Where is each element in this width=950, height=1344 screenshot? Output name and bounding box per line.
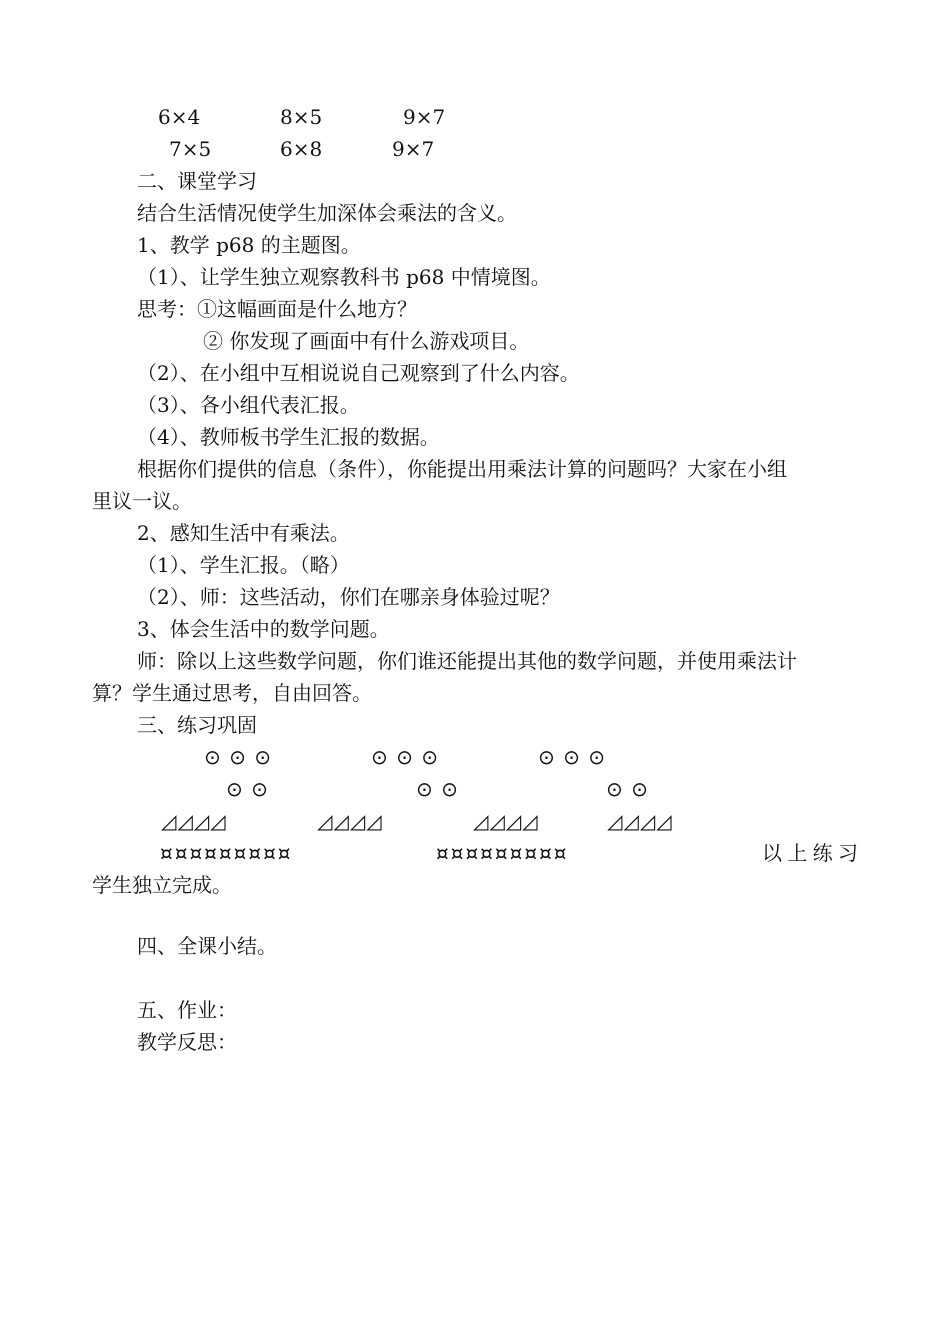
triangle-group: ◿◿◿◿ <box>161 809 227 833</box>
list-item: （1）、学生汇报。（略） <box>137 553 350 577</box>
section-heading: 三、练习巩固 <box>137 713 257 737</box>
circle-group: ⊙ ⊙ <box>416 777 459 801</box>
triangle-group: ◿◿◿◿ <box>317 809 383 833</box>
exercise-note-char: 练 <box>812 841 833 865</box>
section-heading: 四、全课小结。 <box>137 934 277 958</box>
section-heading: 五、作业： <box>137 998 237 1022</box>
section-heading: 教学反思： <box>137 1030 237 1054</box>
list-item: 3、体会生活中的数学问题。 <box>137 617 390 641</box>
section-heading: 二、课堂学习 <box>137 169 257 193</box>
paragraph: 里议一议。 <box>92 489 192 513</box>
practice-item: 6×4 <box>158 105 201 129</box>
paragraph: ② 你发现了画面中有什么游戏项目。 <box>203 329 530 353</box>
paragraph: 算？学生通过思考，自由回答。 <box>92 681 372 705</box>
list-item: （3）、各小组代表汇报。 <box>137 393 360 417</box>
list-item: （4）、教师板书学生汇报的数据。 <box>137 425 440 449</box>
box-symbol-group: ¤¤¤¤¤¤¤¤¤ <box>160 841 293 865</box>
exercise-note-char: 上 <box>787 841 808 865</box>
exercise-note-tail: 学生独立完成。 <box>92 873 232 897</box>
exercise-note <box>762 837 858 869</box>
paragraph: 结合生活情况使学生加深体会乘法的含义。 <box>137 201 517 225</box>
paragraph: 师：除以上这些数学问题，你们谁还能提出其他的数学问题，并使用乘法计 <box>137 649 797 673</box>
list-item: （2）、在小组中互相说说自己观察到了什么内容。 <box>137 361 580 385</box>
circle-group: ⊙ ⊙ ⊙ <box>371 745 439 769</box>
list-item: 1、教学 p68 的主题图。 <box>137 233 361 257</box>
list-item: （1）、让学生独立观察教科书 p68 中情境图。 <box>137 265 551 289</box>
box-symbol-group: ¤¤¤¤¤¤¤¤¤ <box>436 841 569 865</box>
circle-group: ⊙ ⊙ <box>226 777 269 801</box>
paragraph: 思考：①这幅画面是什么地方？ <box>137 297 417 321</box>
practice-item: 7×5 <box>169 137 212 161</box>
practice-item: 9×7 <box>403 105 446 129</box>
circle-group: ⊙ ⊙ ⊙ <box>204 745 272 769</box>
practice-item: 8×5 <box>280 105 323 129</box>
exercise-note-char: 以 <box>762 841 782 865</box>
exercise-note-char: 习 <box>837 841 858 865</box>
list-item: （2）、师：这些活动，你们在哪亲身体验过呢？ <box>137 585 560 609</box>
triangle-group: ◿◿◿◿ <box>607 809 673 833</box>
paragraph: 根据你们提供的信息（条件），你能提出用乘法计算的问题吗？大家在小组 <box>137 457 787 481</box>
practice-item: 6×8 <box>280 137 323 161</box>
practice-item: 9×7 <box>392 137 435 161</box>
circle-group: ⊙ ⊙ ⊙ <box>538 745 606 769</box>
circle-group: ⊙ ⊙ <box>606 777 649 801</box>
triangle-group: ◿◿◿◿ <box>473 809 539 833</box>
list-item: 2、感知生活中有乘法。 <box>137 521 350 545</box>
